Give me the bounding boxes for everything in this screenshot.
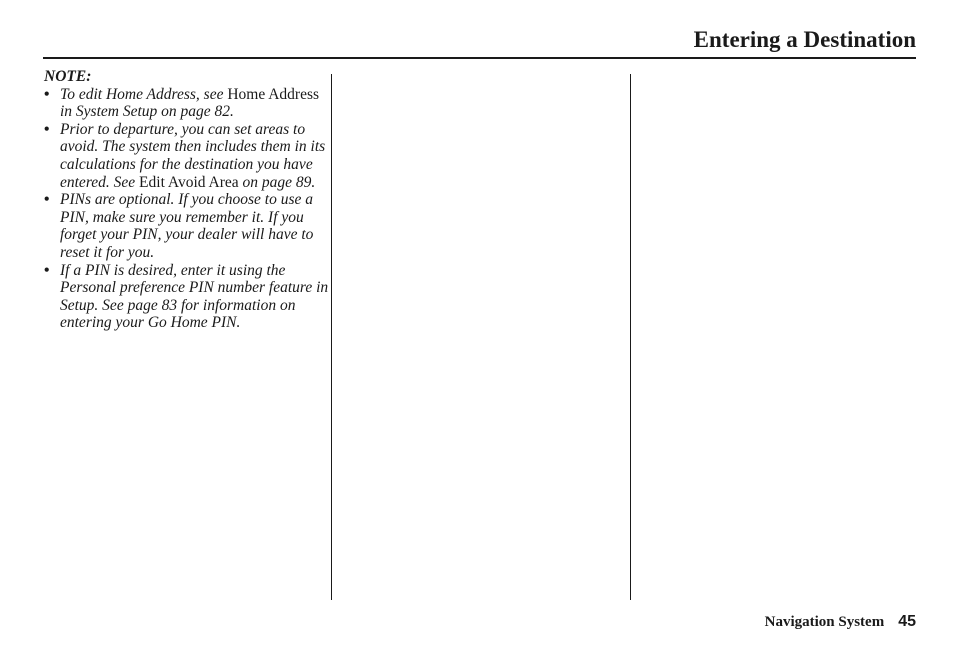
note-heading: NOTE:	[44, 68, 92, 85]
column-divider-right	[630, 74, 631, 600]
note-item-avoid-areas	[44, 121, 329, 191]
note-text: in System Setup on page 82.	[60, 103, 234, 121]
header-rule	[43, 57, 916, 59]
note-text: If a PIN is desired, enter it using the Personal preference PIN number feature in Setup. See page 83 for information on entering your Go Home PIN.	[60, 261, 329, 332]
note-block	[44, 68, 329, 332]
edit-avoid-area-reference: Edit Avoid Area	[139, 173, 239, 191]
note-item-home-address	[44, 86, 329, 121]
note-text: Prior to departure, you can set areas to avoid. The system then includes them in its calculations for the destination you have entered. See	[60, 120, 326, 191]
column-divider-left	[331, 74, 332, 600]
home-address-reference: Home Address	[227, 85, 320, 103]
bullet-icon: •	[44, 191, 50, 209]
footer-label: Navigation System	[764, 614, 885, 630]
page-header	[0, 0, 960, 60]
note-text: To edit Home Address, see	[60, 85, 228, 103]
note-item-pin-entry	[44, 262, 329, 332]
bullet-icon: •	[44, 85, 50, 103]
note-item-pin-optional	[44, 191, 329, 261]
page-footer	[765, 612, 916, 632]
note-list	[44, 86, 329, 332]
bullet-icon: •	[44, 120, 50, 138]
note-text: on page 89.	[238, 173, 316, 191]
bullet-icon: •	[44, 261, 50, 279]
page-number: 45	[898, 613, 916, 630]
note-text: PINs are optional. If you choose to use a PIN, make sure you remember it. If you forget your PIN, your dealer will have to reset it for you.	[60, 191, 314, 261]
section-title: Entering a Destination	[693, 27, 916, 52]
